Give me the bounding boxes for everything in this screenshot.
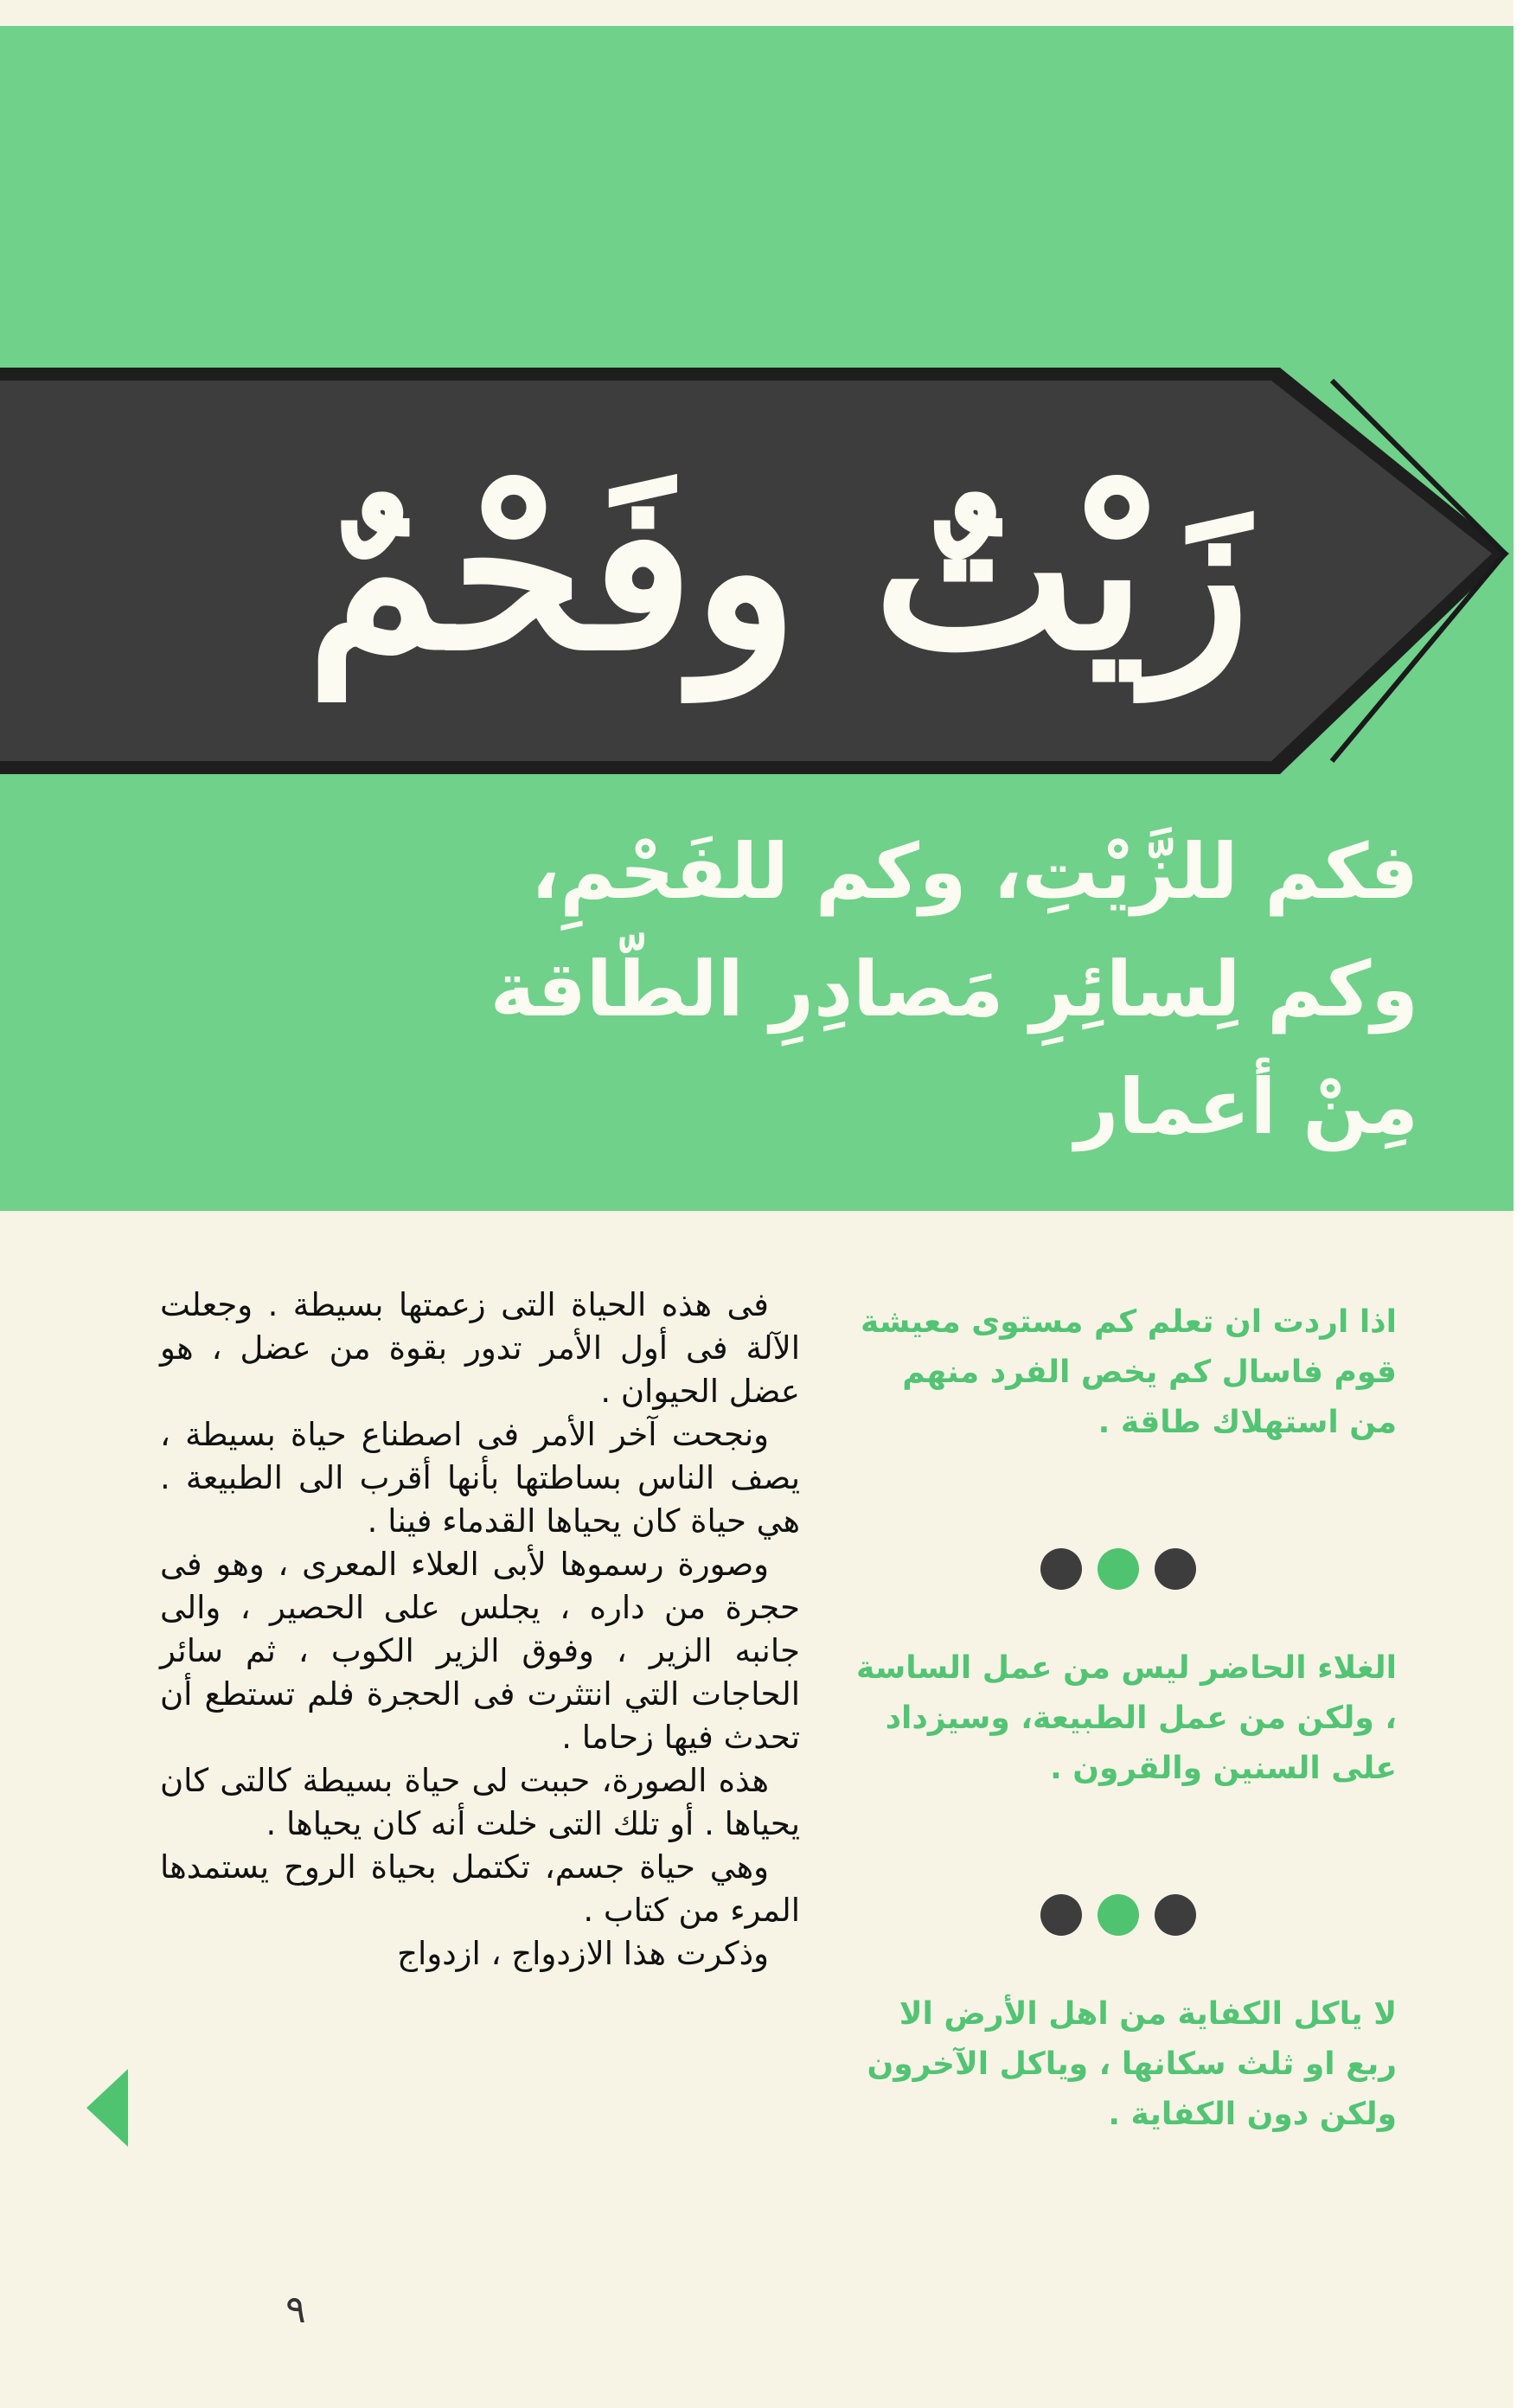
page-number: ٩ — [285, 2288, 306, 2332]
article-body — [160, 1284, 800, 2183]
subtitle-line: مِنْ أعمار — [1074, 1062, 1418, 1151]
article-paragraph: وهي حياة جسم، تكتمل بحياة الروح يستمدها المرء من كتاب . — [160, 1848, 800, 1929]
sidebar-note: لا ياكل الكفاية من اهل الأرض الا ربع او ثلث سكانها ، وياكل الآخرون ولكن دون الكفاية . — [867, 1996, 1397, 2132]
article-paragraph: هذه الصورة، حببت لى حياة بسيطة كالتى كان يحياها . أو تلك التى خلت أنه كان يحياها . — [160, 1762, 800, 1842]
dark-dot-icon — [1155, 1894, 1196, 1936]
continue-arrow-icon — [86, 2069, 128, 2147]
page-edge — [1514, 0, 1536, 2408]
dark-dot-icon — [1040, 1548, 1082, 1590]
page-title: زَيْتٌ وفَحْمٌ — [306, 444, 1251, 698]
dark-dot-icon — [1155, 1548, 1196, 1590]
dots-separator — [1040, 1544, 1196, 1596]
sidebar-note: الغلاء الحاضر ليس من عمل الساسة ، ولكن من عمل الطبيعة، وسيزداد على السنين والقرون . — [856, 1650, 1397, 1786]
article-paragraph: وذكرت هذا الازدواج ، ازدواج — [397, 1935, 769, 1972]
green-dot-icon — [1098, 1548, 1139, 1590]
article-paragraph: ونجحت آخر الأمر فى اصطناع حياة بسيطة ، يصف الناس بساطتها بأنها أقرب الى الطبيعة . هي حياة كان يحياها القدماء فينا . — [160, 1416, 800, 1540]
sidebar-note: اذا اردت ان تعلم كم مستوى معيشة قوم فاسال كم يخص الفرد منهم من استهلاك طاقة . — [860, 1304, 1397, 1440]
article-paragraph: وصورة رسموها لأبى العلاء المعرى ، وهو فى حجرة من داره ، يجلس على الحصير ، والى جانبه الزير ، وفوق الزير الكوب ، ثم سائر الحاجات التي انتثرت فى الحجرة فلم تستطع أن تحدث فيها زحاما . — [160, 1546, 800, 1756]
article-paragraph: فى هذه الحياة التى زعمتها بسيطة . وجعلت الآلة فى أول الأمر تدور بقوة من عضل ، هو عضل الحيوان . — [160, 1286, 800, 1410]
subtitle-line: وكم لِسائِرِ مَصادِرِ الطّاقة — [490, 945, 1418, 1034]
dots-separator — [1040, 1890, 1196, 1942]
subtitle-line: فكم للزَّيْتِ، وكم للفَحْمِ، — [530, 827, 1418, 916]
dark-dot-icon — [1040, 1894, 1082, 1936]
sidebar-notes — [852, 1297, 1397, 2162]
green-dot-icon — [1098, 1894, 1139, 1936]
page-subtitle — [450, 813, 1418, 1176]
